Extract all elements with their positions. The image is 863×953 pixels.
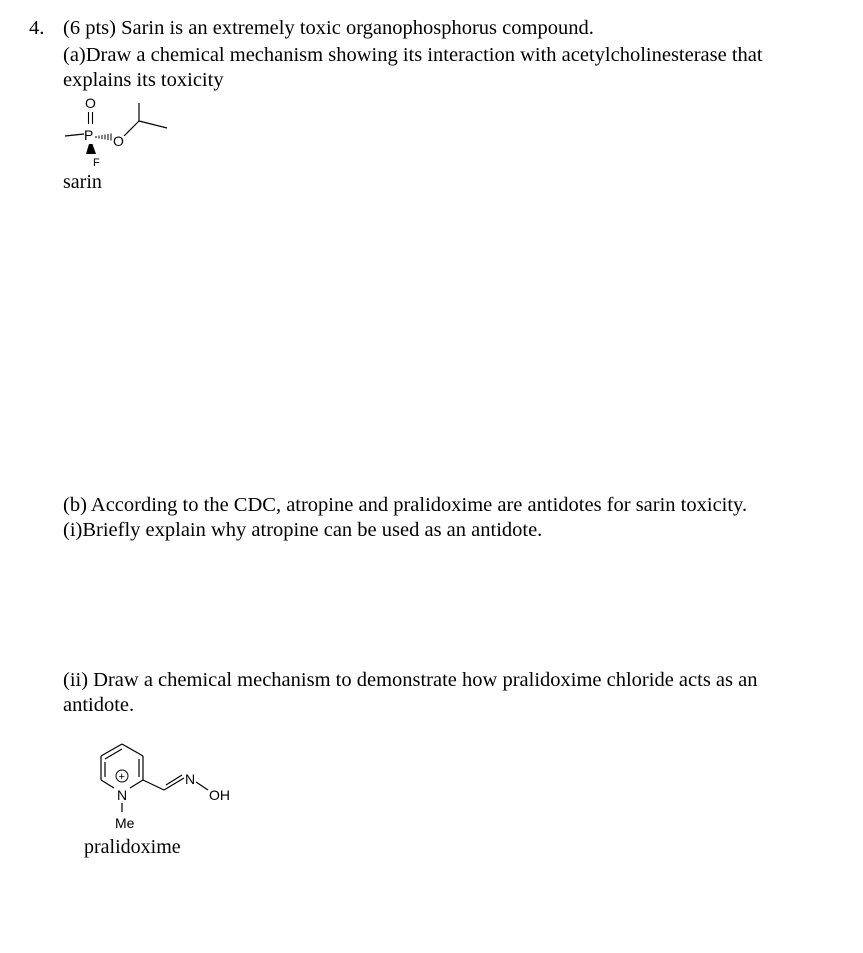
sarin-label: sarin (63, 171, 102, 193)
part-b-ii-line-1: (ii) Draw a chemical mechanism to demonstrate how pralidoxime chloride acts as an (63, 669, 758, 691)
part-b-ii-line-2: antidote. (63, 694, 135, 716)
sarin-phosphorus: P (84, 127, 94, 143)
part-b-line-1: (b) According to the CDC, atropine and pralidoxime are antidotes for sarin toxicity. (63, 494, 748, 516)
pralidoxime-oxime-nitrogen: N (185, 771, 196, 787)
sarin-carbonyl-oxygen: O (85, 95, 96, 111)
question-header: (6 pts) Sarin is an extremely toxic organophosphorus compound. (63, 17, 594, 39)
pralidoxime-methyl: Me (115, 815, 135, 831)
pralidoxime-ring-nitrogen: N (117, 787, 128, 803)
part-a-line-2: explains its toxicity (63, 69, 224, 91)
question-number: 4. (29, 17, 45, 39)
pralidoxime-hydroxyl: OH (209, 787, 230, 803)
sarin-fluorine: F (93, 157, 100, 169)
part-a-line-1: (a)Draw a chemical mechanism showing its interaction with acetylcholinesterase that (63, 44, 763, 66)
pralidoxime-structure (90, 738, 240, 838)
sarin-ester-oxygen: O (113, 133, 124, 149)
sarin-structure (55, 94, 175, 174)
pralidoxime-label: pralidoxime (84, 836, 181, 858)
part-b-i: (i)Briefly explain why atropine can be used as an antidote. (63, 519, 543, 541)
pralidoxime-charge: + (118, 771, 125, 783)
